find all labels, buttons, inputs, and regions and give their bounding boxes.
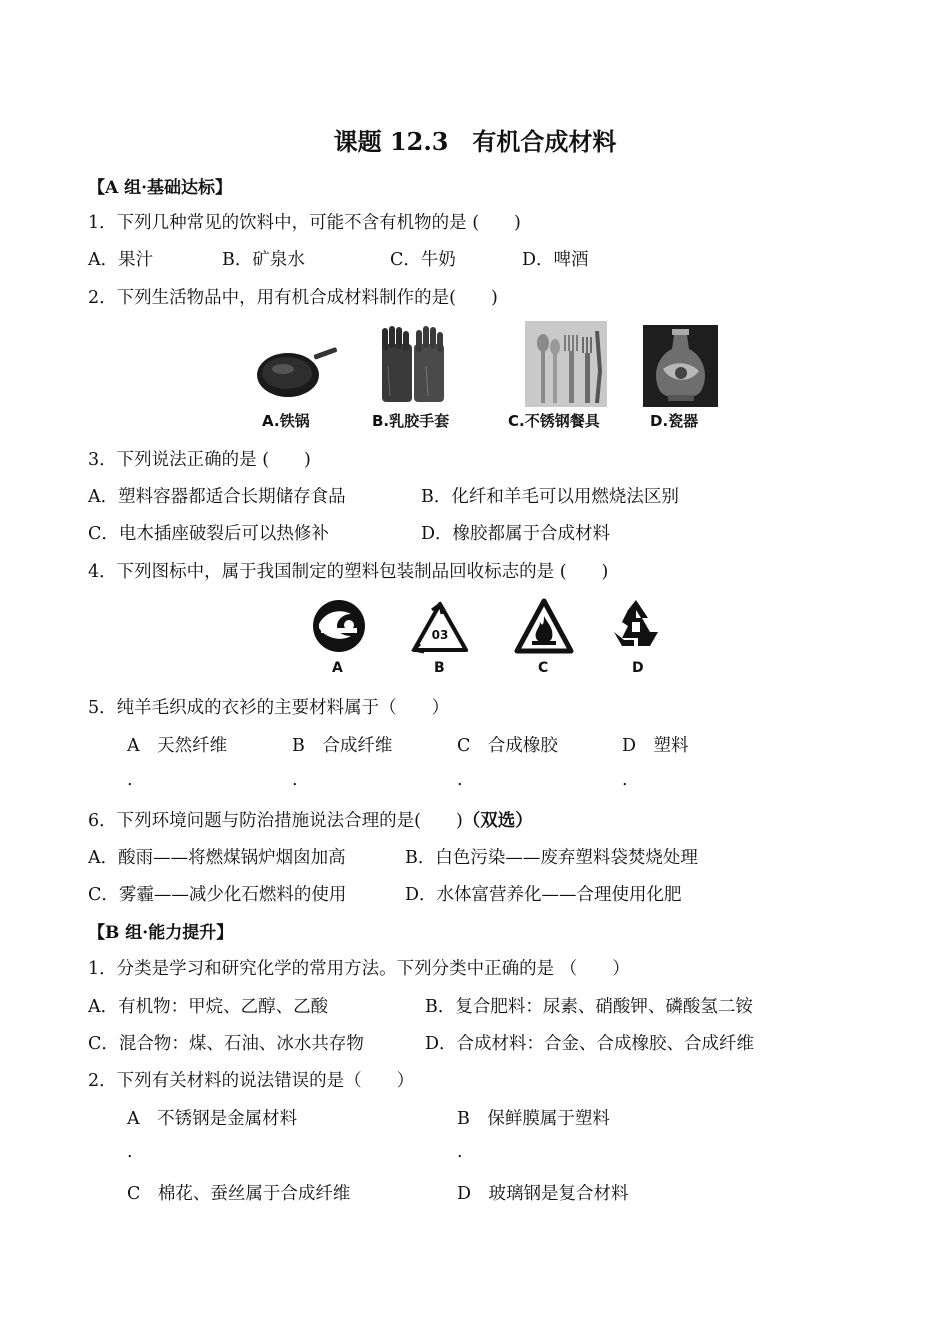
label-a4-a: A — [332, 660, 343, 676]
question-a4: 4．下列图标中，属于我国制定的塑料包装制品回收标志的是 ( ) — [88, 562, 609, 582]
option-b1-a: A．有机物：甲烷、乙醇、乙酸 — [88, 997, 329, 1017]
option-b1-c: C．混合物：煤、石油、冰水共存物 — [88, 1034, 364, 1054]
caption-a2-b: B.乳胶手套 — [372, 412, 450, 430]
rubber-gloves-icon — [378, 326, 448, 404]
option-a5-a: A 天然纤维 — [127, 736, 228, 756]
option-a1-c: C．牛奶 — [390, 250, 456, 270]
option-a6-a: A．酸雨——将燃煤锅炉烟囱加高 — [88, 848, 346, 868]
option-b2-a: A 不锈钢是金属材料 — [127, 1109, 298, 1129]
option-a6-c: C．雾霾——减少化石燃料的使用 — [88, 885, 347, 905]
question-a6-stem: 6．下列环境问题与防治措施说法合理的是( ) — [88, 811, 463, 831]
dot-b2-b: . — [457, 1142, 463, 1162]
caption-a2-a: A.铁锅 — [262, 412, 310, 430]
option-a5-b: B 合成纤维 — [292, 736, 393, 756]
question-a1: 1．下列几种常见的饮料中，可能不含有机物的是 ( ) — [88, 213, 521, 233]
question-b1: 1．分类是学习和研究化学的常用方法。下列分类中正确的是 （ ） — [88, 959, 630, 979]
dot-a5-d: . — [622, 770, 628, 790]
caption-a2-c: C.不锈钢餐具 — [508, 412, 600, 430]
option-a3-b: B．化纤和羊毛可以用燃烧法区别 — [421, 487, 679, 507]
option-a1-d: D．啤酒 — [522, 250, 589, 270]
label-a4-d: D — [632, 660, 644, 676]
recycle-number: 03 — [431, 628, 449, 642]
option-a1-a: A．果汁 — [88, 250, 154, 270]
recycling-arrows-icon — [608, 596, 664, 654]
dot-a5-b: . — [292, 770, 298, 790]
page-title: 课题 12.3 有机合成材料 — [333, 127, 617, 156]
dot-a5-c: . — [457, 770, 463, 790]
dot-a5-a: . — [127, 770, 133, 790]
option-b1-b: B．复合肥料：尿素、硝酸钾、磷酸氢二铵 — [425, 997, 753, 1017]
double-choice-tag: （双选） — [462, 811, 533, 831]
recycle-triangle-icon — [410, 600, 470, 656]
porcelain-vase-icon — [643, 325, 718, 407]
section-heading-b: 【B 组·能力提升】 — [88, 923, 234, 943]
label-a4-b: B — [434, 660, 445, 676]
dot-b2-a: . — [127, 1142, 133, 1162]
question-a5: 5．纯羊毛织成的衣衫的主要材料属于（ ） — [88, 698, 450, 718]
caption-a2-d: D.瓷器 — [650, 412, 699, 430]
cutlery-icon — [525, 321, 607, 407]
option-a3-a: A．塑料容器都适合长期储存食品 — [88, 487, 346, 507]
option-a1-b: B．矿泉水 — [222, 250, 305, 270]
label-a4-c: C — [538, 660, 549, 676]
flammable-warning-icon — [514, 598, 574, 656]
option-a6-b: B．白色污染——废弃塑料袋焚烧处理 — [405, 848, 698, 868]
option-b2-c: C 棉花、蚕丝属于合成纤维 — [127, 1184, 351, 1204]
question-a2: 2．下列生活物品中，用有机合成材料制作的是( ) — [88, 288, 498, 308]
option-a3-d: D．橡胶都属于合成材料 — [421, 524, 611, 544]
question-b2: 2．下列有关材料的说法错误的是（ ） — [88, 1071, 415, 1091]
question-a6 — [88, 807, 533, 832]
option-a6-d: D．水体富营养化——合理使用化肥 — [405, 885, 682, 905]
option-b1-d: D．合成材料：合金、合成橡胶、合成纤维 — [425, 1034, 755, 1054]
option-b2-b: B 保鲜膜属于塑料 — [457, 1109, 610, 1129]
option-a3-c: C．电木插座破裂后可以热修补 — [88, 524, 329, 544]
section-heading-a: 【A 组·基础达标】 — [88, 178, 233, 198]
china-environmental-label-icon — [311, 598, 367, 654]
option-a5-c: C 合成橡胶 — [457, 736, 558, 756]
frying-pan-icon — [250, 345, 340, 401]
option-b2-d: D 玻璃钢是复合材料 — [457, 1184, 629, 1204]
question-a3: 3．下列说法正确的是 ( ) — [88, 450, 311, 470]
option-a5-d: D 塑料 — [622, 736, 689, 756]
